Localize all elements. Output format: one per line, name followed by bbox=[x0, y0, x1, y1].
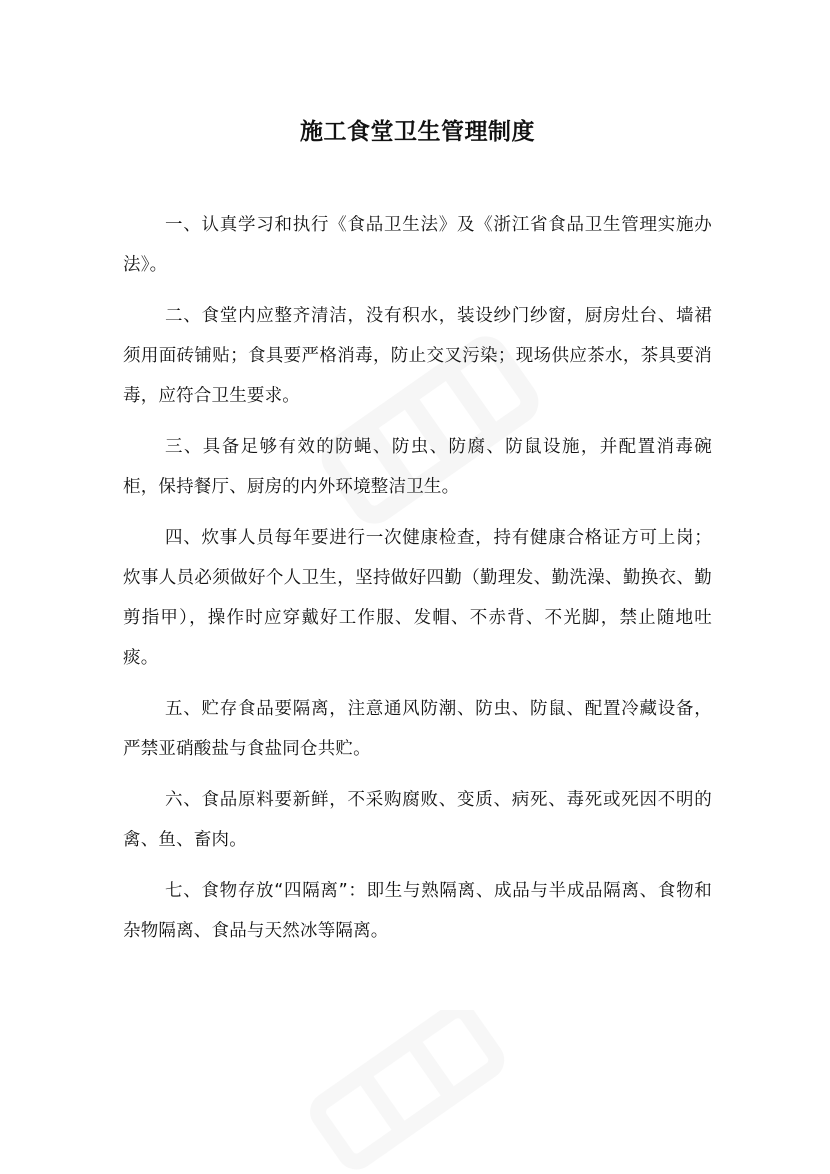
watermark-logo-bottom-icon bbox=[280, 1010, 540, 1170]
paragraph-2: 二、食堂内应整齐清洁，没有积水，装设纱门纱窗，厨房灶台、墙裙须用面砖铺贴；食具要严格消毒，防止交叉污染；现场供应茶水，茶具要消毒，应符合卫生要求。 bbox=[123, 306, 712, 406]
paragraph-1: 一、认真学习和执行《食品卫生法》及《浙江省食品卫生管理实施办法》。 bbox=[123, 215, 712, 275]
paragraph-5: 五、贮存食品要隔离，注意通风防潮、防虫、防鼠、配置冷藏设备，严禁亚硝酸盐与食盐同仓共贮。 bbox=[123, 699, 712, 759]
paragraph-3: 三、具备足够有效的防蝇、防虫、防腐、防鼠设施，并配置消毒碗柜，保持餐厅、厨房的内外环境整洁卫生。 bbox=[123, 437, 712, 497]
paragraph-4: 四、炊事人员每年要进行一次健康检查，持有健康合格证方可上岗；炊事人员必须做好个人卫生，坚持做好四勤（勤理发、勤洗澡、勤换衣、勤剪指甲），操作时应穿戴好工作服、发帽、不赤背、不光脚，禁止随地吐痰。 bbox=[123, 528, 712, 668]
paragraph-6: 六、食品原料要新鲜，不采购腐败、变质、病死、毒死或死因不明的禽、鱼、畜肉。 bbox=[123, 790, 712, 850]
document-body bbox=[123, 205, 712, 951]
paragraph-7: 七、食物存放“四隔离”：即生与熟隔离、成品与半成品隔离、食物和杂物隔离、食品与天然冰等隔离。 bbox=[123, 881, 712, 941]
document-title: 施工食堂卫生管理制度 bbox=[300, 119, 535, 145]
